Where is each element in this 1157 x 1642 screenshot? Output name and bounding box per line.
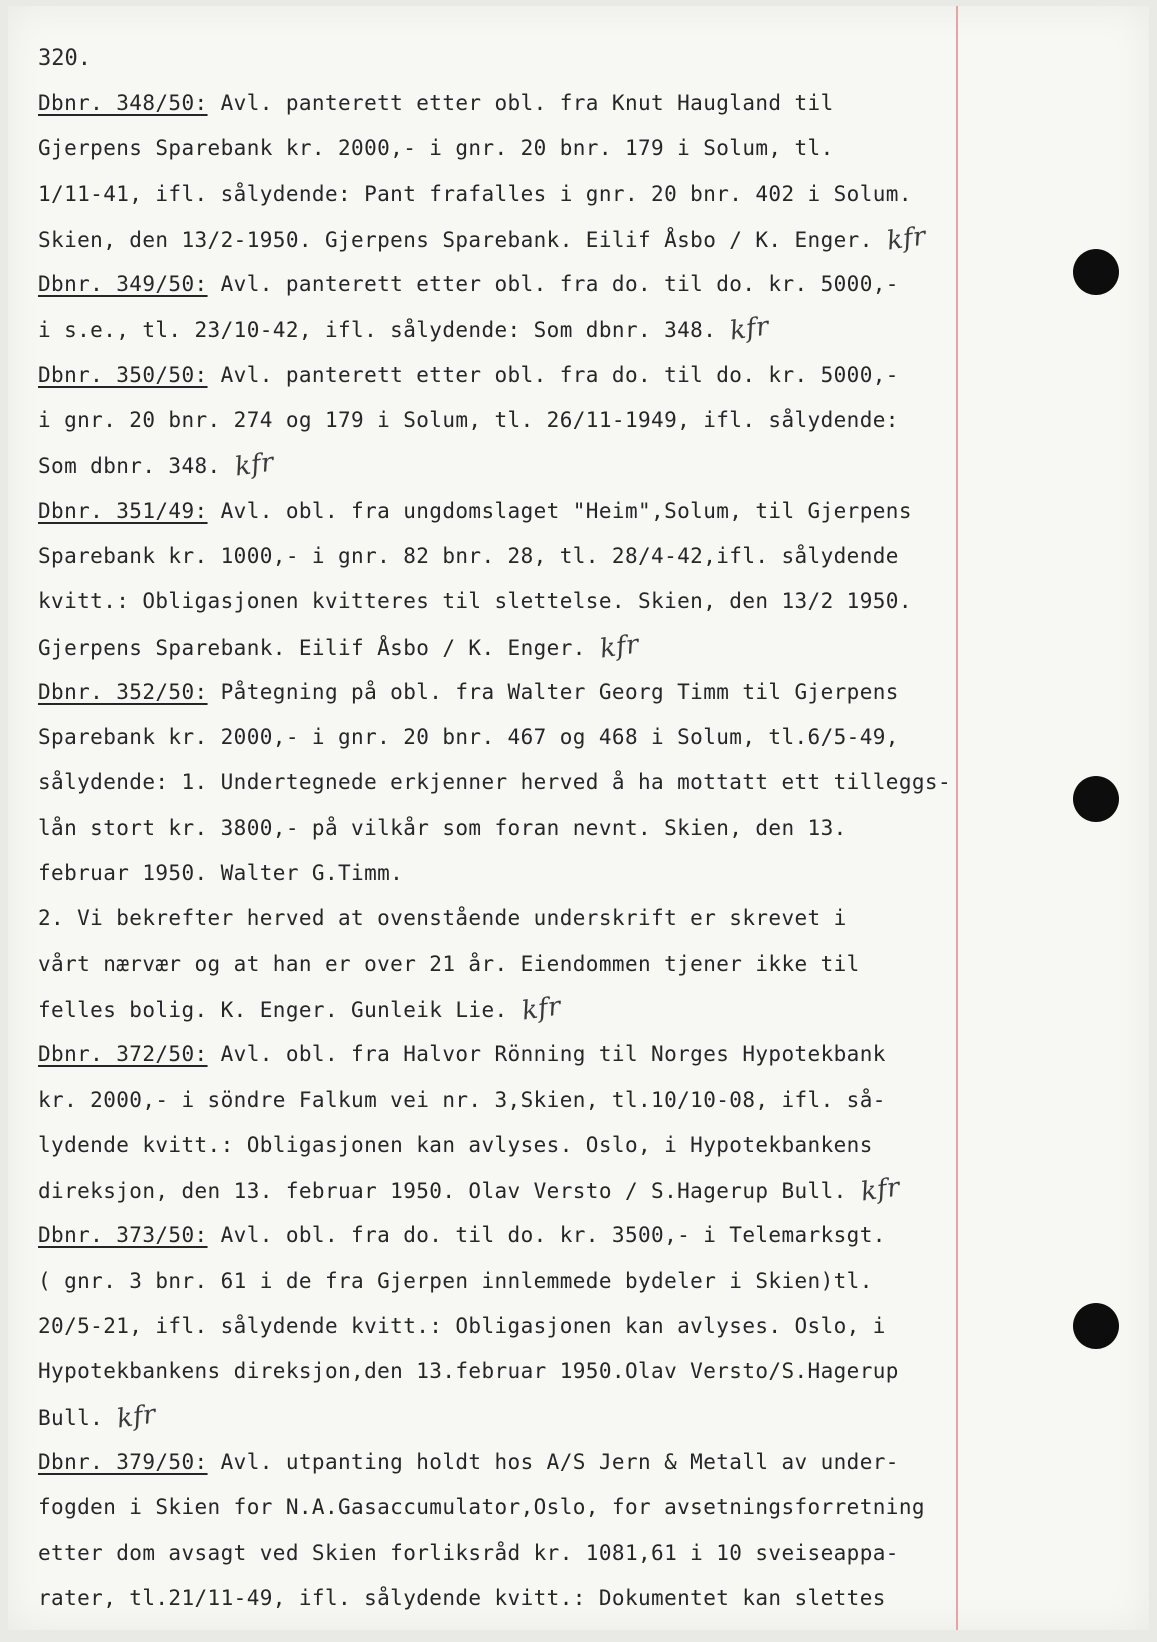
text-line <box>38 307 958 352</box>
text-line <box>38 579 958 624</box>
text-line <box>38 1395 958 1440</box>
line-text: rater, tl.21/11-49, ifl. sålydende kvitt.: Dokumentet kan slettes <box>38 1585 886 1610</box>
entry-reference: Dbnr. 350/50: <box>38 362 208 387</box>
text-line <box>38 851 958 896</box>
line-text: Avl. obl. fra ungdomslaget "Heim",Solum, til Gjerpens <box>207 498 912 523</box>
line-text: fogden i Skien for N.A.Gasaccumulator,Oslo, for avsetningsforretning <box>38 1495 925 1520</box>
text-line <box>38 896 958 941</box>
line-text: ( gnr. 3 bnr. 61 i de fra Gjerpen innlemmede bydeler i Skien)tl. <box>38 1268 873 1293</box>
text-line <box>38 806 958 851</box>
text-line <box>38 1531 958 1576</box>
text-line <box>38 217 958 262</box>
text-line <box>38 625 958 670</box>
punch-hole-bottom <box>1073 1303 1119 1349</box>
line-text: Skien, den 13/2-1950. Gjerpens Sparebank. Eilif Åsbo / K. Enger. <box>38 227 873 252</box>
text-line <box>38 1485 958 1530</box>
text-line <box>38 1304 958 1349</box>
line-text: Sparebank kr. 2000,- i gnr. 20 bnr. 467 og 468 i Solum, tl.6/5-49, <box>38 725 899 750</box>
line-text: Avl. panterett etter obl. fra Knut Haugland til <box>207 91 834 115</box>
text-line <box>38 1213 958 1258</box>
line-text: felles bolig. K. Enger. Gunleik Lie. <box>38 997 508 1022</box>
line-text: Avl. obl. fra do. til do. kr. 3500,- i Telemarksgt. <box>207 1223 886 1248</box>
text-line <box>38 353 958 398</box>
line-text: lån stort kr. 3800,- på vilkår som foran nevnt. Skien, den 13. <box>38 815 847 840</box>
line-text: i gnr. 20 bnr. 274 og 179 i Solum, tl. 26/11-1949, ifl. sålydende: <box>38 408 899 433</box>
line-text: etter dom avsagt ved Skien forliksråd kr. 1081,61 i 10 sveiseappa- <box>38 1540 899 1565</box>
text-line <box>38 942 958 987</box>
text-line <box>38 81 958 126</box>
line-text: Hypotekbankens direksjon,den 13.februar 1950.Olav Versto/S.Hagerup <box>38 1359 899 1384</box>
punch-hole-top <box>1073 249 1119 295</box>
line-text: kvitt.: Obligasjonen kvitteres til slettelse. Skien, den 13/2 1950. <box>38 589 912 614</box>
text-line <box>38 1349 958 1394</box>
line-text: Avl. panterett etter obl. fra do. til do. kr. 5000,- <box>207 362 899 387</box>
handwritten-initials: kfr <box>115 1399 159 1435</box>
handwritten-initials: kfr <box>858 1172 902 1208</box>
page-number: 320. <box>38 46 91 71</box>
text-line <box>38 1259 958 1304</box>
line-text: Avl. obl. fra Halvor Rönning til Norges Hypotekbank <box>207 1042 886 1067</box>
text-line <box>38 1123 958 1168</box>
line-text: vårt nærvær og at han er over 21 år. Eiendommen tjener ikke til <box>38 951 860 976</box>
line-text: i s.e., tl. 23/10-42, ifl. sålydende: Som dbnr. 348. <box>38 318 717 343</box>
entry-reference: Dbnr. 373/50: <box>38 1223 208 1248</box>
text-line <box>38 126 958 171</box>
handwritten-initials: kfr <box>519 991 563 1027</box>
handwritten-initials: kfr <box>728 311 772 348</box>
entry-reference: Dbnr. 379/50: <box>38 1449 208 1474</box>
line-text: februar 1950. Walter G.Timm. <box>38 861 404 886</box>
text-line <box>38 262 958 307</box>
document-text <box>38 81 958 1621</box>
text-line <box>38 1440 958 1485</box>
handwritten-initials: kfr <box>884 221 928 257</box>
text-line <box>38 398 958 443</box>
line-text: 20/5-21, ifl. sålydende kvitt.: Obligasjonen kan avlyses. Oslo, i <box>38 1314 886 1339</box>
text-line <box>38 172 958 217</box>
line-text: Avl. utpanting holdt hos A/S Jern & Metall av under- <box>207 1449 899 1474</box>
entry-reference: Dbnr. 372/50: <box>38 1042 208 1067</box>
text-line <box>38 1078 958 1123</box>
text-line <box>38 670 958 715</box>
text-line <box>38 760 958 805</box>
text-line <box>38 1032 958 1077</box>
entry-reference: Dbnr. 351/49: <box>38 498 208 523</box>
text-line <box>38 1576 958 1621</box>
handwritten-initials: kfr <box>597 628 641 665</box>
entry-reference: Dbnr. 348/50: <box>38 91 208 115</box>
entry-reference: Dbnr. 349/50: <box>38 272 208 297</box>
line-text: Avl. panterett etter obl. fra do. til do. kr. 5000,- <box>207 272 899 297</box>
line-text: Gjerpens Sparebank kr. 2000,- i gnr. 20 bnr. 179 i Solum, tl. <box>38 136 834 161</box>
line-text: lydende kvitt.: Obligasjonen kan avlyses. Oslo, i Hypotekbankens <box>38 1132 873 1157</box>
text-line <box>38 987 958 1032</box>
line-text: Påtegning på obl. fra Walter Georg Timm til Gjerpens <box>207 679 899 704</box>
line-text: sålydende: 1. Undertegnede erkjenner herved å ha mottatt ett tilleggs- <box>38 770 952 795</box>
text-line <box>38 715 958 760</box>
text-line <box>38 1168 958 1213</box>
text-line <box>38 534 958 579</box>
line-text: Gjerpens Sparebank. Eilif Åsbo / K. Enger. <box>38 635 586 660</box>
line-text: direksjon, den 13. februar 1950. Olav Versto / S.Hagerup Bull. <box>38 1179 847 1204</box>
document-page <box>8 6 1149 1630</box>
punch-hole-middle <box>1073 776 1119 822</box>
text-line <box>38 489 958 534</box>
line-text: Som dbnr. 348. <box>38 454 221 479</box>
line-text: 2. Vi bekrefter herved at ovenstående underskrift er skrevet i <box>38 906 847 931</box>
line-text: kr. 2000,- i söndre Falkum vei nr. 3,Skien, tl.10/10-08, ifl. så- <box>38 1087 886 1112</box>
text-line <box>38 443 958 488</box>
line-text: 1/11-41, ifl. sålydende: Pant frafalles i gnr. 20 bnr. 402 i Solum. <box>38 181 912 206</box>
entry-reference: Dbnr. 352/50: <box>38 679 208 704</box>
line-text: Sparebank kr. 1000,- i gnr. 82 bnr. 28, tl. 28/4-42,ifl. sålydende <box>38 543 899 568</box>
handwritten-initials: kfr <box>232 447 276 483</box>
line-text: Bull. <box>38 1405 104 1430</box>
